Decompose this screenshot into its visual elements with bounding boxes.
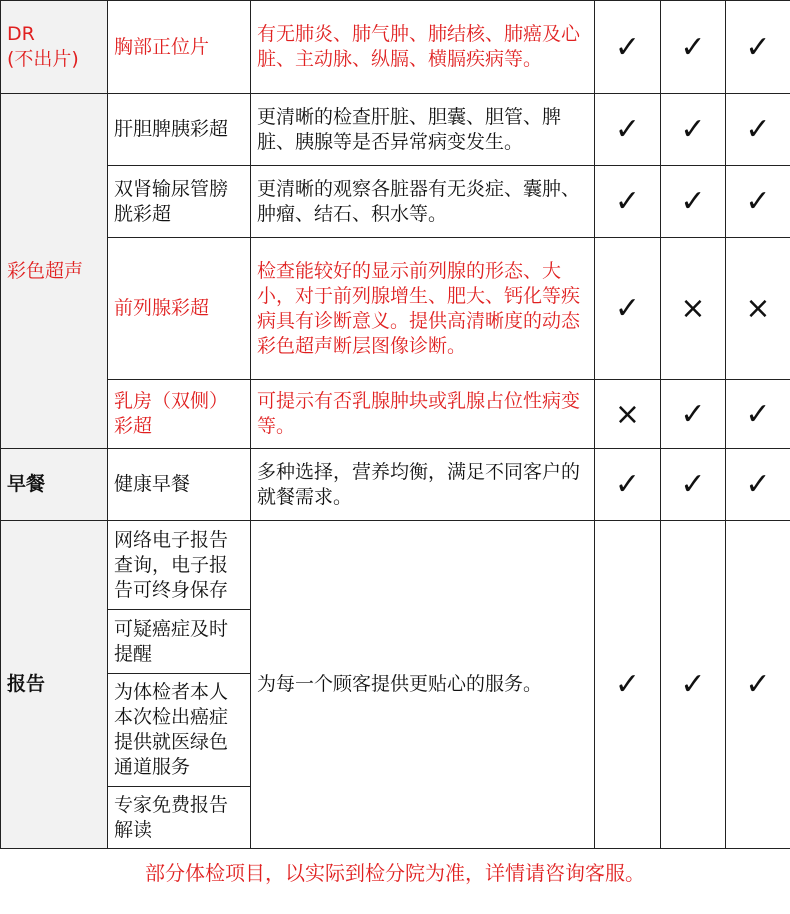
item-liver-ultrasound: 肝胆脾胰彩超: [108, 94, 251, 166]
category-breakfast: 早餐: [1, 449, 108, 521]
item-prostate-ultrasound: 前列腺彩超: [108, 238, 251, 380]
mark-cell: ✓: [726, 449, 790, 521]
table-row: [1, 380, 790, 449]
mark-cell: ×: [595, 380, 661, 449]
description: 有无肺炎、肺气肿、肺结核、肺癌及心脏、主动脉、纵膈、横膈疾病等。: [251, 1, 595, 94]
item-breast-ultrasound: 乳房（双侧）彩超: [108, 380, 251, 449]
category-color-ultrasound: 彩色超声: [1, 94, 108, 449]
item-report: 专家免费报告解读: [108, 787, 251, 849]
description: 检查能较好的显示前列腺的形态、大小，对于前列腺增生、肥大、钙化等疾病具有诊断意义。提供高清晰度的动态彩色超声断层图像诊断。: [251, 238, 595, 380]
item-report: 可疑癌症及时提醒: [108, 610, 251, 674]
category-report: 报告: [1, 521, 108, 849]
category-dr: DR (不出片): [1, 1, 108, 94]
mark-cell: ✓: [726, 166, 790, 238]
mark-cell: ×: [726, 238, 790, 380]
mark-cell: ✓: [726, 380, 790, 449]
mark-cell: ✓: [595, 449, 661, 521]
footnote: 部分体检项目，以实际到检分院为准，详情请咨询客服。: [145, 861, 645, 885]
mark-cell: ✓: [726, 1, 790, 94]
mark-cell: ✓: [595, 1, 661, 94]
mark-cell: ✓: [661, 380, 726, 449]
table-row: [1, 94, 790, 166]
mark-cell: ✓: [661, 94, 726, 166]
mark-cell: ✓: [661, 521, 726, 849]
mark-cell: ✓: [595, 521, 661, 849]
table-row: [1, 1, 790, 94]
description: 更清晰的观察各脏器有无炎症、囊肿、肿瘤、结石、积水等。: [251, 166, 595, 238]
table-row: [1, 238, 790, 380]
mark-cell: ✓: [726, 94, 790, 166]
mark-cell: ✓: [595, 166, 661, 238]
item-chest-xray: 胸部正位片: [108, 1, 251, 94]
mark-cell: ✓: [595, 238, 661, 380]
description: 多种选择，营养均衡，满足不同客户的就餐需求。: [251, 449, 595, 521]
mark-cell: ×: [661, 238, 726, 380]
description: 更清晰的检查肝脏、胆囊、胆管、脾脏、胰腺等是否异常病变发生。: [251, 94, 595, 166]
mark-cell: ✓: [595, 94, 661, 166]
item-report: 为体检者本人本次检出癌症提供就医绿色通道服务: [108, 674, 251, 787]
table-row: [1, 166, 790, 238]
table-row: [1, 521, 790, 610]
mark-cell: ✓: [726, 521, 790, 849]
item-kidney-ultrasound: 双肾输尿管膀胱彩超: [108, 166, 251, 238]
description: 可提示有否乳腺肿块或乳腺占位性病变等。: [251, 380, 595, 449]
item-breakfast: 健康早餐: [108, 449, 251, 521]
table-row: [1, 449, 790, 521]
description: 为每一个顾客提供更贴心的服务。: [251, 521, 595, 849]
mark-cell: ✓: [661, 1, 726, 94]
mark-cell: ✓: [661, 166, 726, 238]
item-report: 网络电子报告查询，电子报告可终身保存: [108, 521, 251, 610]
mark-cell: ✓: [661, 449, 726, 521]
